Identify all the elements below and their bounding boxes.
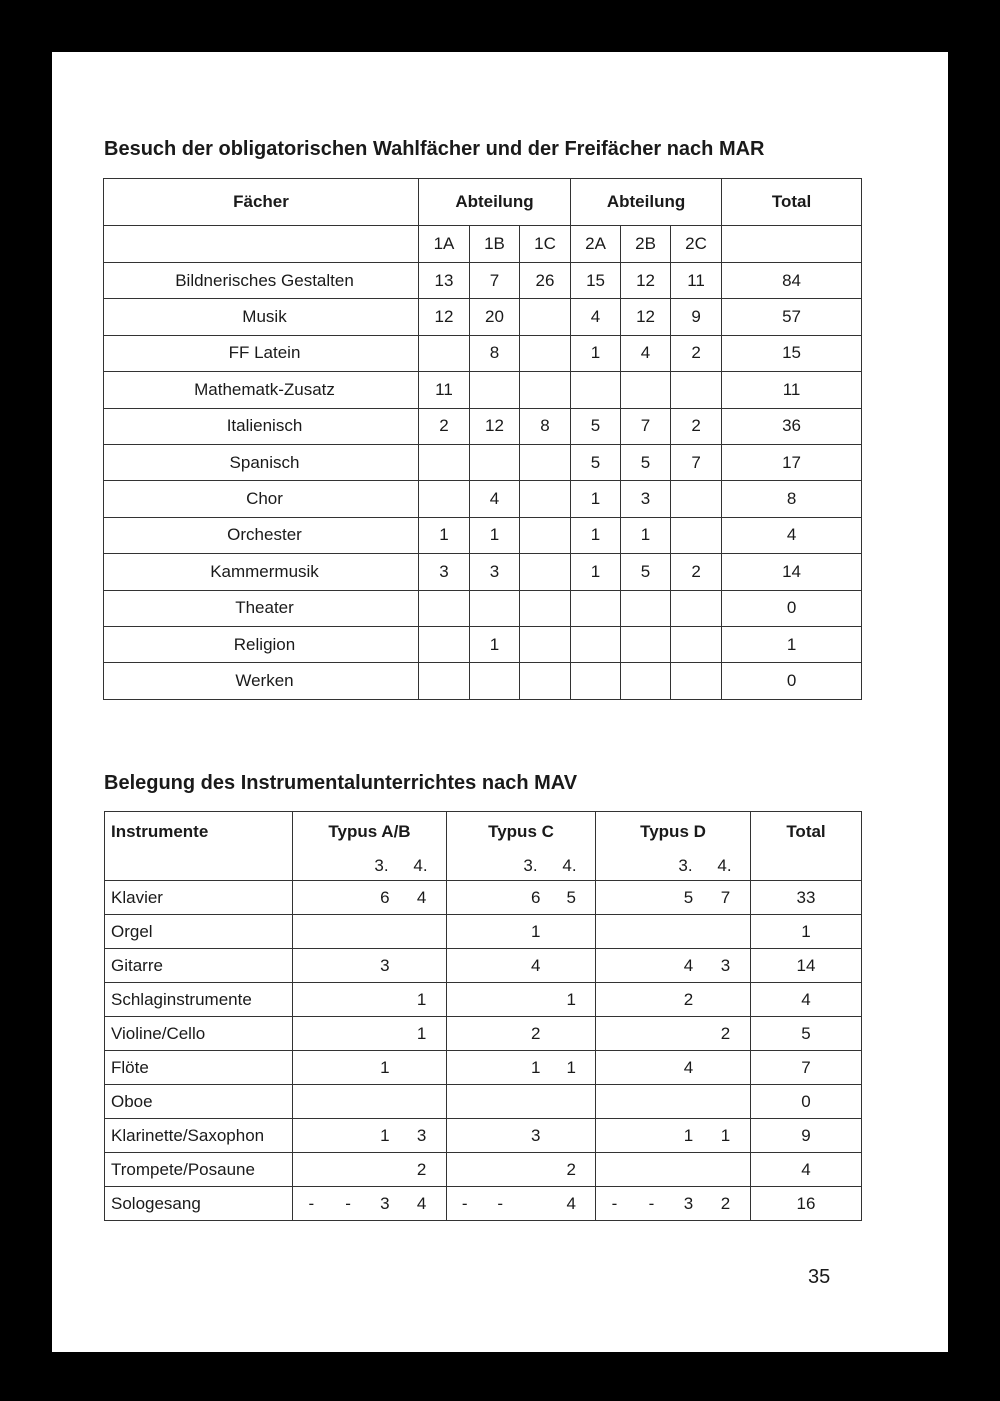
instrument-name: Klarinette/Saxophon [105, 1119, 293, 1153]
cell-value: 1 [416, 1023, 427, 1043]
cell-value: - [611, 1193, 618, 1213]
subject-name: Kammermusik [104, 554, 419, 590]
cell-value [596, 990, 633, 1010]
cell-value: 1 [720, 1125, 731, 1145]
table-row [104, 590, 862, 626]
class-header: 1C [520, 226, 571, 263]
table-row [104, 554, 862, 590]
cell-value [621, 372, 671, 408]
typus-ab-cell [293, 1119, 447, 1153]
header-typus-ab: Typus A/B [328, 822, 411, 841]
cell-value: 1 [416, 989, 427, 1009]
cell-value [403, 1058, 440, 1078]
typus-d-cell [596, 1153, 751, 1187]
cell-value [671, 372, 722, 408]
row-total: 0 [751, 1085, 862, 1119]
cell-value [596, 1126, 633, 1146]
row-total: 11 [722, 372, 862, 408]
table-row [105, 1051, 862, 1085]
cell-value [671, 517, 722, 553]
row-total: 1 [722, 626, 862, 662]
cell-value [483, 1160, 519, 1180]
cell-value [447, 1160, 483, 1180]
cell-value: 12 [470, 408, 520, 444]
cell-value [596, 1058, 633, 1078]
cell-value: 3 [470, 554, 520, 590]
typus-ab-cell [293, 1153, 447, 1187]
cell-value: 4 [571, 299, 621, 335]
subject-name: Orchester [104, 517, 419, 553]
cell-value [518, 1194, 554, 1214]
table-row [104, 263, 862, 299]
subject-name: Bildnerisches Gestalten [104, 263, 419, 299]
instrument-name: Orgel [105, 915, 293, 949]
cell-value [447, 1024, 483, 1044]
cell-value [470, 663, 520, 699]
instrument-name: Flöte [105, 1051, 293, 1085]
cell-value [447, 1058, 483, 1078]
cell-value [470, 444, 520, 480]
table-row [105, 1187, 862, 1221]
header-abteilung-2: Abteilung [571, 179, 722, 226]
cell-value: 1 [571, 335, 621, 371]
typus-ab-cell [293, 915, 447, 949]
row-total: 8 [722, 481, 862, 517]
cell-value [520, 590, 571, 626]
cell-value [330, 990, 367, 1010]
cell-value: 5 [566, 887, 576, 907]
header-abteilung-1: Abteilung [419, 179, 571, 226]
cell-value: - [345, 1193, 351, 1213]
cell-value: 2 [671, 408, 722, 444]
cell-value: 13 [419, 263, 470, 299]
cell-value: 3 [683, 1193, 694, 1213]
table1-title: Besuch der obligatorischen Wahlfächer und der Freifächer nach MAR [104, 138, 765, 160]
table-row [104, 481, 862, 517]
page-number: 35 [808, 1266, 831, 1288]
subject-name: Werken [104, 663, 419, 699]
cell-value [419, 590, 470, 626]
cell-value: 7 [720, 887, 731, 907]
cell-value [633, 956, 670, 976]
typus-d-cell [596, 949, 751, 983]
cell-value [367, 1024, 404, 1044]
typus-c-cell [447, 1153, 596, 1187]
cell-value [419, 481, 470, 517]
sub-4: 4. [413, 856, 428, 875]
table-row [105, 1119, 862, 1153]
cell-value: - [497, 1193, 504, 1213]
row-total: 15 [722, 335, 862, 371]
cell-value [671, 481, 722, 517]
cell-value: 4 [416, 887, 427, 907]
cell-value [520, 335, 571, 371]
row-total: 16 [751, 1187, 862, 1221]
row-total: 33 [751, 881, 862, 915]
cell-value [596, 1024, 633, 1044]
cell-value: 6 [380, 887, 390, 907]
header-row [105, 812, 862, 881]
cell-value [621, 663, 671, 699]
table-row [105, 1085, 862, 1119]
instrument-name: Schlaginstrumente [105, 983, 293, 1017]
cell-value [483, 888, 519, 908]
cell-value [419, 626, 470, 662]
cell-value: 1 [621, 517, 671, 553]
class-header-row [104, 226, 862, 263]
header-typus-c: Typus C [488, 822, 554, 841]
table-row [104, 408, 862, 444]
subject-name: Religion [104, 626, 419, 662]
cell-value: 4 [621, 335, 671, 371]
cell-value: 3 [419, 554, 470, 590]
table-row [105, 915, 862, 949]
cell-value [707, 1058, 744, 1078]
instrument-name: Violine/Cello [105, 1017, 293, 1051]
subject-name: Musik [104, 299, 419, 335]
sub-3: 3. [523, 856, 538, 875]
cell-value [293, 1058, 330, 1078]
sub-4: 4. [717, 856, 732, 875]
cell-value: 5 [621, 554, 671, 590]
typus-c-cell [447, 1085, 596, 1119]
cell-value: 4 [683, 955, 694, 975]
cell-value: 2 [531, 1023, 541, 1043]
cell-value [518, 990, 554, 1010]
cell-value: 15 [571, 263, 621, 299]
class-header: 1A [419, 226, 470, 263]
typus-d-cell [596, 983, 751, 1017]
cell-value [293, 956, 330, 976]
cell-value: 3 [621, 481, 671, 517]
cell-value [403, 956, 440, 976]
cell-value: 2 [683, 989, 694, 1009]
cell-value: 2 [419, 408, 470, 444]
typus-ab-cell [293, 1051, 447, 1085]
cell-value [671, 663, 722, 699]
cell-value: 26 [520, 263, 571, 299]
cell-value: 2 [720, 1193, 731, 1213]
cell-value: 5 [683, 887, 694, 907]
cell-value [367, 1160, 404, 1180]
header-subject: Fächer [104, 179, 419, 226]
cell-value: 1 [566, 1057, 576, 1077]
cell-value: 5 [621, 444, 671, 480]
typus-d-cell [596, 1187, 751, 1221]
header-typus-d: Typus D [640, 822, 706, 841]
cell-value [447, 1126, 483, 1146]
cell-value [419, 663, 470, 699]
header-instrument: Instrumente [111, 822, 209, 841]
cell-value [520, 299, 571, 335]
cell-value [447, 888, 483, 908]
row-total: 4 [751, 983, 862, 1017]
instrument-name: Sologesang [105, 1187, 293, 1221]
class-header: 2B [621, 226, 671, 263]
typus-d-cell [596, 915, 751, 949]
row-total: 57 [722, 299, 862, 335]
typus-ab-cell [293, 881, 447, 915]
cell-value [571, 663, 621, 699]
subject-name: Mathematk-Zusatz [104, 372, 419, 408]
cell-value [293, 888, 330, 908]
cell-value [293, 990, 330, 1010]
cell-value [520, 481, 571, 517]
cell-value: 1 [531, 921, 541, 941]
header-total: Total [786, 822, 826, 841]
cell-value [596, 956, 633, 976]
subject-name: Italienisch [104, 408, 419, 444]
sub-4: 4. [562, 856, 577, 875]
cell-value [483, 1058, 519, 1078]
row-total: 9 [751, 1119, 862, 1153]
typus-ab-cell [293, 1187, 447, 1221]
cell-value [633, 1024, 670, 1044]
cell-value [571, 626, 621, 662]
cell-value [483, 956, 519, 976]
cell-value [367, 990, 404, 1010]
cell-value [470, 372, 520, 408]
cell-value [707, 990, 744, 1010]
cell-value [633, 1126, 670, 1146]
cell-value [419, 444, 470, 480]
table-row [104, 444, 862, 480]
cell-value [596, 888, 633, 908]
cell-value [293, 1160, 330, 1180]
cell-value: 1 [531, 1057, 541, 1077]
cell-value [571, 372, 621, 408]
cell-value [293, 1024, 330, 1044]
cell-value: 4 [531, 955, 541, 975]
cell-value: 3 [531, 1125, 541, 1145]
table-row [105, 1153, 862, 1187]
cell-value: 4 [416, 1193, 427, 1213]
cell-value: - [461, 1193, 468, 1213]
cell-value: 8 [520, 408, 571, 444]
cell-value [518, 1160, 554, 1180]
typus-c-cell [447, 915, 596, 949]
typus-d-cell [596, 1119, 751, 1153]
table-row [105, 1017, 862, 1051]
row-total: 1 [751, 915, 862, 949]
cell-value [671, 590, 722, 626]
cell-value: 1 [566, 989, 576, 1009]
sub-3: 3. [678, 856, 693, 875]
cell-value: 1 [571, 481, 621, 517]
instrument-name: Trompete/Posaune [105, 1153, 293, 1187]
cell-value: 3 [416, 1125, 427, 1145]
instrument-name: Oboe [105, 1085, 293, 1119]
typus-d-cell [596, 1051, 751, 1085]
typus-c-cell [447, 1017, 596, 1051]
cell-value: 1 [571, 517, 621, 553]
cell-value [293, 1126, 330, 1146]
cell-value: 4 [470, 481, 520, 517]
cell-value: 5 [571, 444, 621, 480]
row-total: 0 [722, 663, 862, 699]
cell-value [520, 517, 571, 553]
cell-value: 9 [671, 299, 722, 335]
cell-value: 2 [671, 335, 722, 371]
table-row [104, 335, 862, 371]
class-header: 2A [571, 226, 621, 263]
table-row [104, 372, 862, 408]
cell-value [483, 990, 519, 1010]
table-row [105, 881, 862, 915]
cell-value: 1 [380, 1057, 390, 1077]
cell-value [483, 1024, 519, 1044]
cell-value: 6 [531, 887, 541, 907]
cell-value [330, 956, 367, 976]
cell-value [483, 1126, 519, 1146]
cell-value: 3 [380, 955, 390, 975]
sub-3: 3. [374, 856, 389, 875]
cell-value: 8 [470, 335, 520, 371]
cell-value [670, 1024, 707, 1044]
cell-value [633, 990, 670, 1010]
row-total: 7 [751, 1051, 862, 1085]
cell-value: - [308, 1193, 315, 1213]
cell-value: 12 [419, 299, 470, 335]
typus-c-cell [447, 881, 596, 915]
cell-value [633, 888, 670, 908]
cell-value [520, 444, 571, 480]
cell-value [483, 922, 519, 942]
cell-value [330, 1160, 367, 1180]
typus-c-cell [447, 1187, 596, 1221]
cell-value: 1 [470, 517, 520, 553]
subject-name: Spanisch [104, 444, 419, 480]
cell-value: 12 [621, 263, 671, 299]
cell-value [621, 590, 671, 626]
table-row [104, 299, 862, 335]
cell-value: 3 [380, 1193, 390, 1213]
cell-value: 1 [380, 1125, 390, 1145]
cell-value: 11 [419, 372, 470, 408]
cell-value: - [648, 1193, 655, 1213]
row-total: 14 [722, 554, 862, 590]
cell-value: 2 [720, 1023, 731, 1043]
cell-value: 1 [470, 626, 520, 662]
typus-ab-cell [293, 949, 447, 983]
cell-value: 7 [621, 408, 671, 444]
table-row [104, 663, 862, 699]
cell-value [330, 1126, 367, 1146]
cell-value [447, 922, 483, 942]
cell-value: 2 [671, 554, 722, 590]
row-total: 5 [751, 1017, 862, 1051]
table-row [104, 626, 862, 662]
cell-value: 2 [566, 1159, 576, 1179]
cell-value [470, 590, 520, 626]
typus-ab-cell [293, 983, 447, 1017]
cell-value [520, 554, 571, 590]
row-total: 36 [722, 408, 862, 444]
cell-value [554, 956, 590, 976]
cell-value: 1 [571, 554, 621, 590]
cell-value: 4 [566, 1193, 576, 1213]
cell-value [447, 956, 483, 976]
typus-c-cell [447, 1051, 596, 1085]
cell-value: 2 [416, 1159, 427, 1179]
subject-name: FF Latein [104, 335, 419, 371]
cell-value [419, 335, 470, 371]
cell-value: 7 [470, 263, 520, 299]
cell-value [671, 626, 722, 662]
document-page [52, 52, 948, 1352]
typus-c-cell [447, 949, 596, 983]
instruments-table [104, 811, 862, 1221]
electives-table [103, 178, 862, 700]
cell-value: 4 [683, 1057, 694, 1077]
typus-ab-cell [293, 1017, 447, 1051]
cell-value [554, 1024, 590, 1044]
typus-d-cell [596, 881, 751, 915]
typus-d-cell [596, 1017, 751, 1051]
cell-value [330, 1024, 367, 1044]
cell-value [447, 990, 483, 1010]
class-header: 2C [671, 226, 722, 263]
typus-d-cell [596, 1085, 751, 1119]
cell-value [520, 663, 571, 699]
cell-value: 7 [671, 444, 722, 480]
table-row [105, 983, 862, 1017]
header-total: Total [722, 179, 862, 226]
cell-value: 3 [720, 955, 731, 975]
cell-value [330, 888, 367, 908]
class-header: 1B [470, 226, 520, 263]
row-total: 4 [722, 517, 862, 553]
cell-value [633, 1058, 670, 1078]
cell-value [554, 922, 590, 942]
cell-value: 20 [470, 299, 520, 335]
subject-name: Theater [104, 590, 419, 626]
cell-value: 1 [683, 1125, 694, 1145]
table-row [105, 949, 862, 983]
row-total: 84 [722, 263, 862, 299]
row-total: 0 [722, 590, 862, 626]
cell-value: 5 [571, 408, 621, 444]
subject-name: Chor [104, 481, 419, 517]
cell-value [520, 626, 571, 662]
cell-value [520, 372, 571, 408]
table2-title: Belegung des Instrumentalunterrichtes nach MAV [104, 772, 578, 794]
typus-c-cell [447, 1119, 596, 1153]
cell-value: 1 [419, 517, 470, 553]
row-total: 17 [722, 444, 862, 480]
cell-value [554, 1126, 590, 1146]
cell-value [621, 626, 671, 662]
typus-ab-cell [293, 1085, 447, 1119]
cell-value [330, 1058, 367, 1078]
cell-value [571, 590, 621, 626]
row-total: 14 [751, 949, 862, 983]
instrument-name: Gitarre [105, 949, 293, 983]
instrument-name: Klavier [105, 881, 293, 915]
typus-c-cell [447, 983, 596, 1017]
table-row [104, 517, 862, 553]
cell-value: 11 [671, 263, 722, 299]
row-total: 4 [751, 1153, 862, 1187]
cell-value: 12 [621, 299, 671, 335]
